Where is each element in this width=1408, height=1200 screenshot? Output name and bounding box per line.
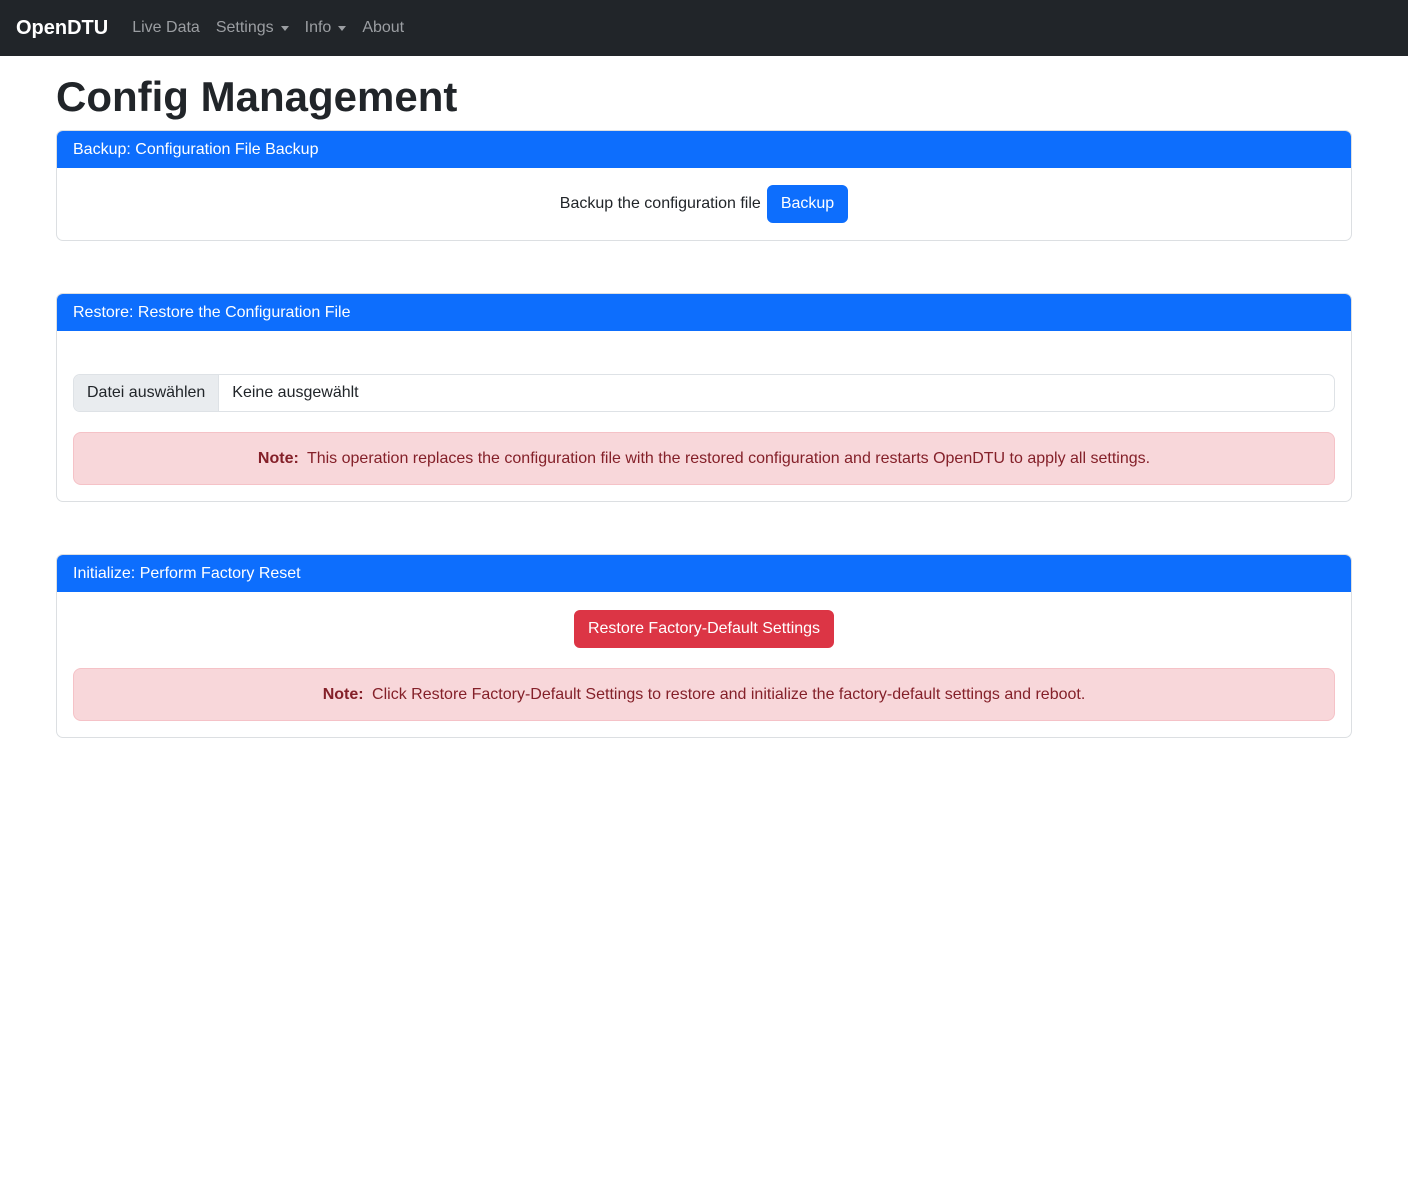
factory-reset-row [73, 610, 1335, 648]
file-choose-button[interactable]: Datei auswählen [74, 375, 219, 411]
factory-reset-button[interactable]: Restore Factory-Default Settings [574, 610, 834, 648]
nav-item-live-data[interactable] [124, 11, 208, 45]
note-text: Click Restore Factory-Default Settings to restore and initialize the factory-default settings and reboot. [367, 686, 1086, 704]
note-text: This operation replaces the configuration file with the restored configuration and restarts OpenDTU to apply all settings. [302, 450, 1151, 468]
top-navbar [0, 0, 1408, 56]
note-label: Note: [322, 686, 364, 704]
backup-card [56, 130, 1352, 241]
backup-card-header: Backup: Configuration File Backup [57, 131, 1351, 168]
page-title: Config Management [56, 73, 458, 120]
brand-link[interactable]: OpenDTU [16, 16, 109, 39]
note-label: Note: [257, 450, 299, 468]
restore-card-header: Restore: Restore the Configuration File [57, 294, 1351, 331]
chevron-down-icon [338, 26, 346, 31]
restore-card [56, 293, 1352, 502]
nav-item-settings[interactable] [208, 11, 297, 45]
chevron-down-icon [281, 26, 289, 31]
restore-file-input[interactable] [73, 374, 1335, 412]
navbar-menu [124, 11, 412, 45]
nav-item-label: About [362, 19, 405, 36]
backup-button[interactable]: Backup [767, 185, 848, 223]
factory-reset-card [56, 554, 1352, 738]
file-status-text: Keine ausgewählt [232, 384, 359, 402]
factory-reset-card-header: Initialize: Perform Factory Reset [57, 555, 1351, 592]
restore-note-alert [73, 432, 1335, 485]
main-container [44, 56, 1364, 738]
nav-item-label: Settings [215, 19, 274, 36]
nav-item-label: Live Data [132, 19, 200, 36]
factory-reset-card-body [57, 592, 1351, 737]
backup-row [73, 184, 1335, 224]
backup-card-body [57, 168, 1351, 240]
factory-reset-note-alert [73, 668, 1335, 721]
restore-card-body [57, 331, 1351, 501]
nav-item-info[interactable] [297, 11, 355, 45]
backup-label: Backup the configuration file [559, 195, 761, 213]
nav-item-label: Info [304, 19, 332, 36]
nav-item-about[interactable] [354, 11, 412, 45]
